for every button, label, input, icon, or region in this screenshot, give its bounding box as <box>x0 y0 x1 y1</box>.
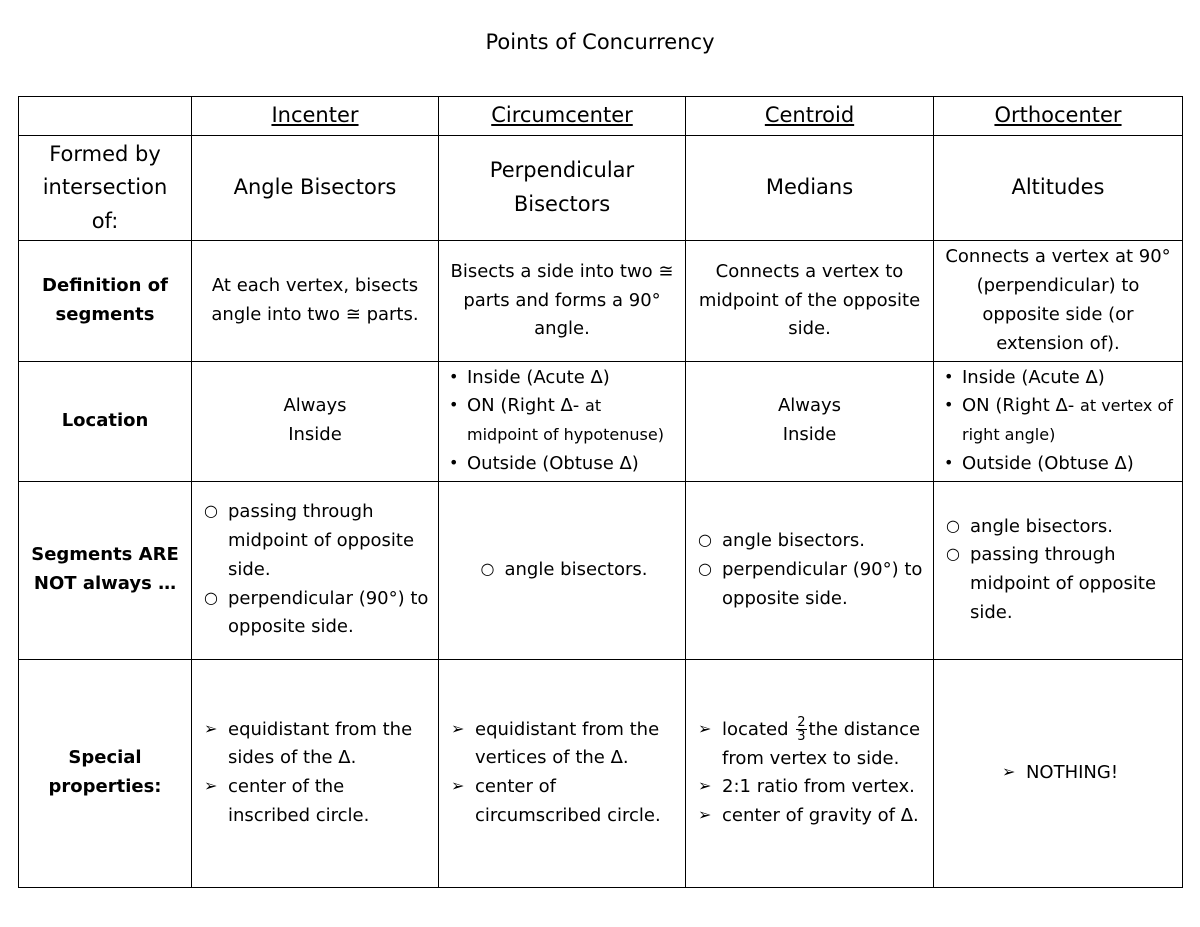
location-circumcenter <box>439 361 686 481</box>
location-line: Inside <box>288 424 342 446</box>
list-item: ○ passing through midpoint of opposite side. <box>200 498 430 584</box>
header-orthocenter: Orthocenter <box>934 97 1183 136</box>
not-always-list <box>694 527 925 613</box>
special-centroid <box>686 659 934 887</box>
header-circumcenter: Circumcenter <box>439 97 686 136</box>
arrow-bullet-icon: ➢ <box>204 776 218 796</box>
location-incenter <box>192 361 439 481</box>
not-always-orthocenter <box>934 481 1183 659</box>
list-item: • Outside (Obtuse Δ) <box>942 450 1174 479</box>
not-always-row <box>19 481 1183 659</box>
arrow-bullet-icon: ➢ <box>698 718 712 738</box>
list-item: • ON (Right Δ- at midpoint of hypotenuse) <box>447 392 677 450</box>
not-always-circumcenter <box>439 481 686 659</box>
list-item: ➢ center of the inscribed circle. <box>200 773 430 831</box>
header-row <box>19 97 1183 136</box>
row-label-special: Special properties: <box>19 659 192 887</box>
not-always-list <box>200 498 430 642</box>
list-item: ○ perpendicular (90°) to opposite side. <box>694 556 925 614</box>
list-item: ➢ center of gravity of Δ. <box>694 802 925 831</box>
location-list <box>942 364 1174 479</box>
list-item: ➢ center of circumscribed circle. <box>447 773 677 831</box>
list-item: ○ passing through midpoint of opposite side. <box>942 541 1174 627</box>
bullet-icon: • <box>449 452 459 472</box>
page-title: Points of Concurrency <box>485 30 715 54</box>
definition-orthocenter: Connects a vertex at 90° (perpendicular) to opposite side (or extension of). <box>934 241 1183 361</box>
concurrency-table <box>18 96 1183 888</box>
location-list <box>447 364 677 479</box>
header-incenter: Incenter <box>192 97 439 136</box>
header-centroid: Centroid <box>686 97 934 136</box>
circle-bullet-icon: ○ <box>946 544 960 564</box>
circle-bullet-icon: ○ <box>698 530 712 550</box>
arrow-bullet-icon: ➢ <box>1001 761 1016 781</box>
special-circumcenter <box>439 659 686 887</box>
list-item: • Outside (Obtuse Δ) <box>447 450 677 479</box>
definition-centroid: Connects a vertex to midpoint of the opposite side. <box>686 241 934 361</box>
list-item: ➢ equidistant from the sides of the Δ. <box>200 716 430 774</box>
arrow-bullet-icon: ➢ <box>451 718 465 738</box>
not-always-incenter <box>192 481 439 659</box>
list-item: ○ angle bisectors. <box>694 527 925 556</box>
bullet-icon: • <box>944 452 954 472</box>
special-list <box>694 716 925 831</box>
arrow-bullet-icon: ➢ <box>698 776 712 796</box>
fraction: $\frac{2}{3}$ <box>797 714 806 745</box>
row-label-location: Location <box>19 361 192 481</box>
circle-bullet-icon: ○ <box>946 515 960 535</box>
list-item: ➢ NOTHING! <box>998 759 1118 788</box>
not-always-list <box>476 556 647 585</box>
special-incenter <box>192 659 439 887</box>
location-row <box>19 361 1183 481</box>
list-item: • Inside (Acute Δ) <box>447 364 677 393</box>
formed-by-orthocenter: Altitudes <box>934 135 1183 241</box>
list-item: ➢ located $\frac{2}{3}$ the distance from vertex to side. <box>698 714 921 769</box>
bullet-icon: • <box>449 395 459 415</box>
list-item: ○ perpendicular (90°) to opposite side. <box>200 585 430 643</box>
bullet-icon: • <box>449 366 459 386</box>
formed-by-incenter: Angle Bisectors <box>192 135 439 241</box>
location-line: Always <box>283 395 347 417</box>
formed-by-centroid: Medians <box>686 135 934 241</box>
definition-row <box>19 241 1183 361</box>
circle-bullet-icon: ○ <box>698 558 712 578</box>
formed-by-circumcenter: Perpendicular Bisectors <box>439 135 686 241</box>
special-row <box>19 659 1183 887</box>
location-centroid <box>686 361 934 481</box>
arrow-bullet-icon: ➢ <box>698 805 712 825</box>
special-list <box>998 759 1118 788</box>
circle-bullet-icon: ○ <box>480 558 495 578</box>
special-list <box>447 716 677 831</box>
list-item: ➢ 2:1 ratio from vertex. <box>694 773 925 802</box>
list-item: ○ angle bisectors. <box>942 513 1174 542</box>
location-line: Inside <box>782 424 837 446</box>
definition-incenter: At each vertex, bisects angle into two ≅ parts. <box>192 241 439 361</box>
list-item: ➢ equidistant from the vertices of the Δ. <box>447 716 677 774</box>
special-list <box>200 716 430 831</box>
list-item: • ON (Right Δ- at vertex of right angle) <box>942 392 1174 450</box>
not-always-list <box>942 513 1174 628</box>
list-item: • Inside (Acute Δ) <box>942 364 1174 393</box>
circle-bullet-icon: ○ <box>204 587 218 607</box>
special-orthocenter <box>934 659 1183 887</box>
formed-by-row <box>19 135 1183 241</box>
definition-circumcenter: Bisects a side into two ≅ parts and forms a 90° angle. <box>439 241 686 361</box>
not-always-centroid <box>686 481 934 659</box>
arrow-bullet-icon: ➢ <box>451 776 465 796</box>
location-orthocenter <box>934 361 1183 481</box>
circle-bullet-icon: ○ <box>204 501 218 521</box>
corner-cell <box>19 97 192 136</box>
row-label-definition: Definition of segments <box>19 241 192 361</box>
row-label-formed-by: Formed by intersection of: <box>19 135 192 241</box>
bullet-icon: • <box>944 395 954 415</box>
arrow-bullet-icon: ➢ <box>204 718 218 738</box>
bullet-icon: • <box>944 366 954 386</box>
list-item: ○ angle bisectors. <box>476 556 647 585</box>
location-line: Always <box>777 395 842 417</box>
row-label-not-always: Segments ARE NOT always … <box>19 481 192 659</box>
